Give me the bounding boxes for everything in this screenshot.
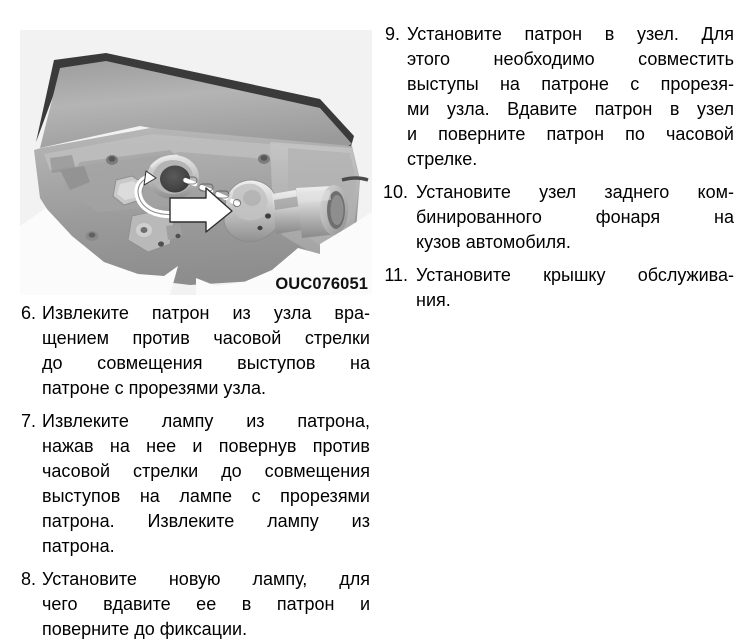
step-7-number: 7. [20, 411, 36, 431]
step-7-line-1: Извлеките лампу из патрона, [42, 411, 370, 431]
figure-rear-lamp-bulb-replacement [20, 30, 372, 295]
step-9-line-6: стрелке. [407, 149, 478, 169]
step-10-number: 10. [382, 182, 408, 202]
step-9-text [407, 22, 734, 172]
step-9 [378, 22, 734, 172]
step-9-number: 9. [384, 24, 400, 44]
step-8-line-1: Установите новую лампу, для [42, 569, 370, 589]
step-11 [378, 263, 734, 313]
figure-caption: OUC076051 [275, 274, 368, 293]
step-10-line-3: кузов автомобиля. [416, 232, 571, 252]
step-8 [14, 567, 370, 642]
step-8-line-2: чего вдавите ее в патрон и [42, 594, 370, 614]
step-7-line-6: патрона. [42, 536, 115, 556]
step-11-line-2: ния. [416, 290, 451, 310]
step-6-number: 6. [20, 303, 36, 323]
step-9-line-3: выступы на патроне с прорезя- [407, 74, 734, 94]
step-7-line-2: нажав на нее и повернув против [42, 436, 370, 456]
step-7-line-5: патрона. Извлеките лампу из [42, 511, 370, 531]
step-6-line-1: Извлеките патрон из узла вра- [42, 303, 370, 323]
step-11-line-1: Установите крышку обслужива- [416, 265, 734, 285]
step-7-line-3: часовой стрелки до совмещения [42, 461, 370, 481]
lamp-housing-photo [20, 30, 372, 295]
step-9-line-2: этого необходимо совместить [407, 49, 734, 69]
step-9-line-5: и поверните патрон по часовой [407, 124, 734, 144]
step-6-text [42, 301, 370, 401]
right-text-column [378, 22, 734, 313]
step-9-line-4: ми узла. Вдавите патрон в узел [407, 99, 734, 119]
step-7-line-4: выступов на лампе с прорезями [42, 486, 370, 506]
step-7-text [42, 409, 370, 559]
step-8-text [42, 567, 370, 642]
step-10-line-1: Установите узел заднего ком- [416, 182, 734, 202]
step-8-line-3: поверните до фиксации. [42, 619, 248, 639]
step-10 [378, 180, 734, 255]
step-7 [14, 409, 370, 559]
step-6-line-2: щением против часовой стрелки [42, 328, 370, 348]
step-11-number: 11. [384, 265, 408, 285]
step-10-line-2: бинированного фонаря на [416, 207, 734, 227]
step-10-text [416, 180, 734, 255]
step-6 [14, 301, 370, 401]
step-9-line-1: Установите патрон в узел. Для [407, 24, 734, 44]
step-6-line-3: до совмещения выступов на [42, 353, 370, 373]
step-8-number: 8. [20, 569, 36, 589]
step-11-text [416, 263, 734, 313]
step-6-line-4: патроне с прорезями узла. [42, 378, 266, 398]
left-text-column [14, 301, 370, 642]
